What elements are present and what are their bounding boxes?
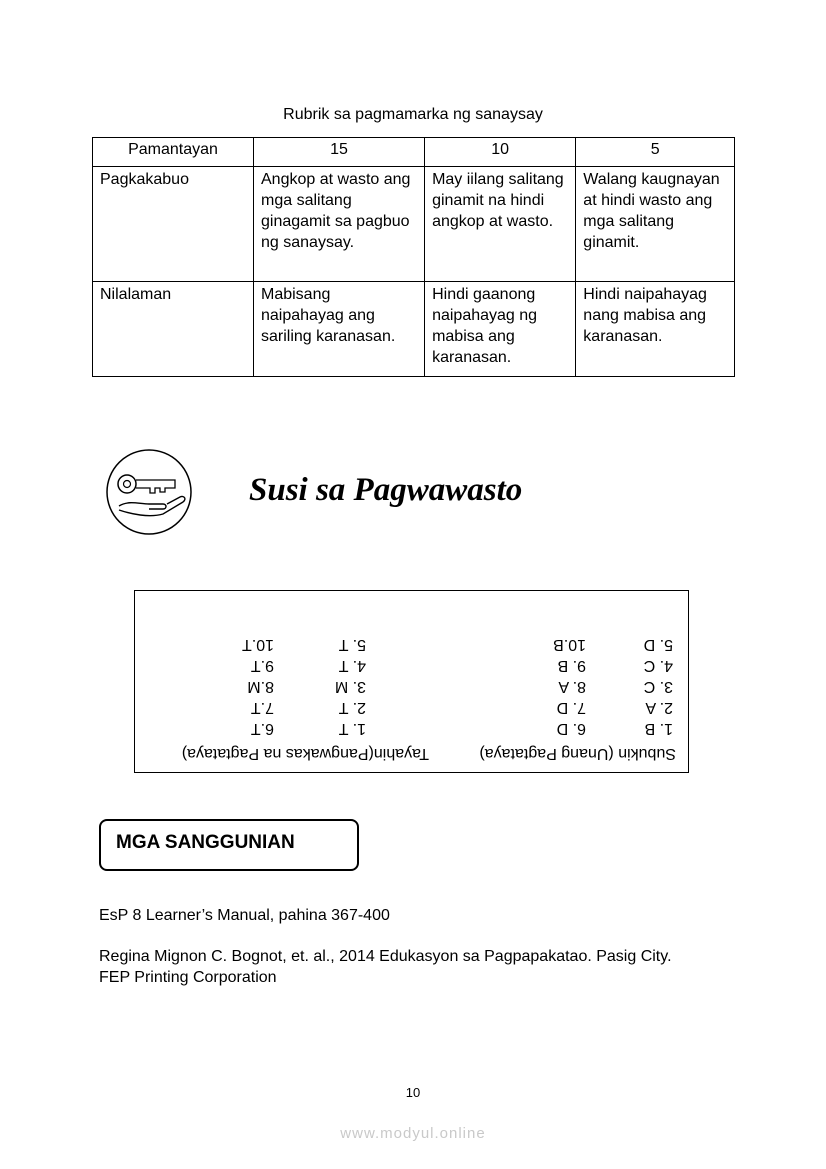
criterion-cell: Pagkakabuo <box>93 167 254 282</box>
table-row <box>93 282 735 377</box>
answer-item: 5. T <box>338 636 366 653</box>
rubric-table <box>92 137 735 377</box>
rubric-caption: Rubrik sa pagmamarka ng sanaysay <box>283 106 543 123</box>
answer-key-flipped <box>135 591 688 772</box>
answer-item: 10.T <box>241 636 274 653</box>
reference-item: FEP Printing Corporation <box>99 969 277 986</box>
answer-item: 4. T <box>338 657 366 674</box>
table-cell: May iilang salitang ginamit na hindi angkop at wasto. <box>425 167 576 282</box>
answer-item: 6. D <box>556 720 586 737</box>
table-header-row <box>93 138 735 167</box>
answer-item: 1. T <box>338 720 366 737</box>
answer-item: 8.M <box>247 678 274 695</box>
answer-item: 9.T <box>250 657 274 674</box>
subukin-col2 <box>553 634 586 739</box>
page-number: 10 <box>405 1085 421 1100</box>
table-cell: Mabisang naipahayag ang sariling karanasan. <box>254 282 425 377</box>
answer-item: 8. A <box>558 678 586 695</box>
tayahin-col2 <box>242 634 274 739</box>
answer-item: 5. D <box>643 636 673 653</box>
answer-item: 7. D <box>556 699 586 716</box>
answer-item: 2. T <box>338 699 366 716</box>
answer-item: 10.B <box>553 636 586 653</box>
answer-item: 7.T <box>250 699 274 716</box>
subukin-title: Subukin (Unang Pagtataya) <box>479 745 676 762</box>
tayahin-title: Tayahin(Pangwakas na Pagtataya) <box>181 745 429 762</box>
tayahin-col1 <box>335 634 366 739</box>
key-in-hand-icon <box>105 448 193 536</box>
answer-item: 4. C <box>643 657 673 674</box>
references-heading: MGA SANGGUNIAN <box>116 832 295 853</box>
answer-item: 6.T <box>250 720 274 737</box>
reference-item: EsP 8 Learner’s Manual, pahina 367-400 <box>99 907 390 924</box>
table-cell: Angkop at wasto ang mga salitang ginagamit sa pagbuo ng sanaysay. <box>254 167 425 282</box>
references-heading-box <box>99 819 359 871</box>
answer-item: 2. A <box>645 699 673 716</box>
header-score-5: 5 <box>576 138 735 167</box>
answer-key-box <box>134 590 689 773</box>
table-row <box>93 167 735 282</box>
answer-key-title: Susi sa Pagwawasto <box>249 472 523 508</box>
table-cell: Hindi gaanong naipahayag ng mabisa ang karanasan. <box>425 282 576 377</box>
subukin-col1 <box>644 634 673 739</box>
answer-item: 3. M <box>334 678 366 695</box>
criterion-cell: Nilalaman <box>93 282 254 377</box>
table-cell: Hindi naipahayag nang mabisa ang karanasan. <box>576 282 735 377</box>
header-criteria: Pamantayan <box>93 138 254 167</box>
header-score-10: 10 <box>425 138 576 167</box>
reference-item: Regina Mignon C. Bognot, et. al., 2014 Edukasyon sa Pagpapakatao. Pasig City. <box>99 948 672 965</box>
answer-item: 9. B <box>557 657 586 674</box>
answer-item: 3. C <box>643 678 673 695</box>
watermark: www.modyul.online <box>340 1125 486 1142</box>
table-cell: Walang kaugnayan at hindi wasto ang mga salitang ginamit. <box>576 167 735 282</box>
answer-item: 1. B <box>644 720 673 737</box>
header-score-15: 15 <box>254 138 425 167</box>
